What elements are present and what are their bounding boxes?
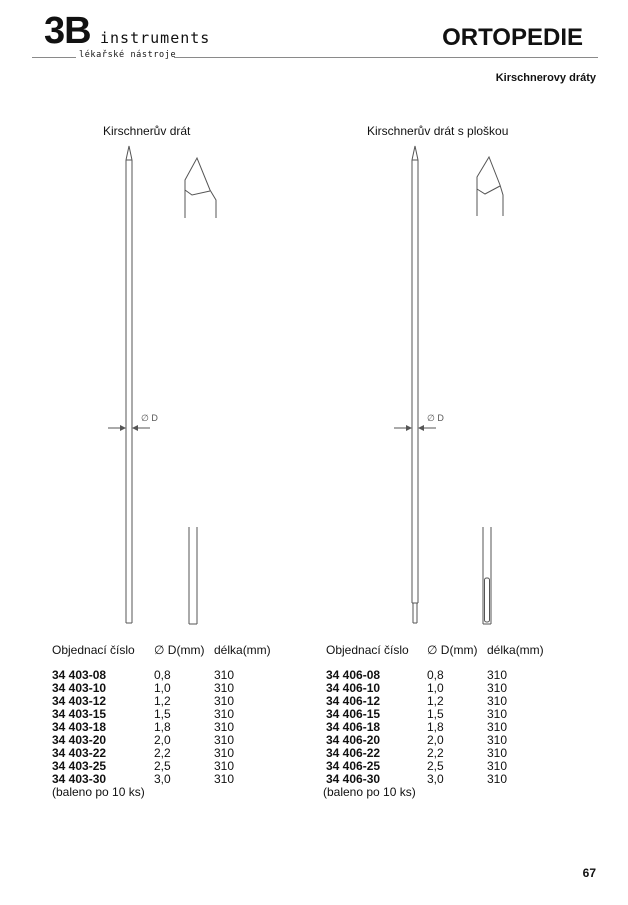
- column-header-code: Objednací číslo: [52, 643, 135, 657]
- column-header-diameter: ∅ D(mm): [154, 643, 205, 657]
- brand-logo-wordmark: instruments: [100, 29, 211, 47]
- product-caption-kirschner-wire: Kirschnerův drát: [103, 124, 191, 138]
- column-header-diameter: ∅ D(mm): [427, 643, 478, 657]
- column-header-length: délka(mm): [487, 643, 544, 657]
- column-header-length: délka(mm): [214, 643, 271, 657]
- tail-detail-right: [483, 527, 491, 624]
- tail-detail-left: [189, 527, 197, 624]
- tip-detail-left: [185, 158, 216, 218]
- order-table-kirschner-wire-flat: Objednací číslo ∅ D(mm) délka(mm) 34 406-08 0,8 310 34 406-10 1,0 310 34 406-12 1,2 310 34 406-15 1,5 310 34 406-18 1,8 310 34 406-20 2,0 310 34 406-22 2,2 310 34 406-25 2,5 310 34 406-30 3,0 310: [326, 643, 544, 786]
- order-table-kirschner-wire: Objednací číslo ∅ D(mm) délka(mm) 34 403-08 0,8 310 34 403-10 1,0 310 34 403-12 1,2 310 34 403-15 1,5 310 34 403-18 1,8 310 34 403-20 2,0 310 34 403-22 2,2 310 34 403-25 2,5 310 34 403-30 3,0 310: [52, 643, 271, 786]
- product-caption-kirschner-wire-flat: Kirschnerův drát s ploškou: [367, 124, 509, 138]
- packaging-note-left: (baleno po 10 ks): [52, 785, 145, 799]
- page-title: ORTOPEDIE: [442, 24, 583, 51]
- wire-drawing-right: [412, 146, 418, 623]
- column-header-code: Objednací číslo: [326, 643, 409, 657]
- brand-tagline: lékařské nástroje: [79, 50, 177, 60]
- wire-drawing-left: [126, 146, 132, 623]
- page-subtitle: Kirschnerovy dráty: [495, 72, 596, 84]
- dimension-label-right: ∅ D: [427, 413, 444, 423]
- brand-logo-mark: 3B: [44, 10, 91, 52]
- dimension-label-left: ∅ D: [141, 413, 158, 423]
- page-number: 67: [582, 866, 596, 880]
- packaging-note-right: (baleno po 10 ks): [323, 785, 416, 799]
- tip-detail-right: [477, 157, 503, 216]
